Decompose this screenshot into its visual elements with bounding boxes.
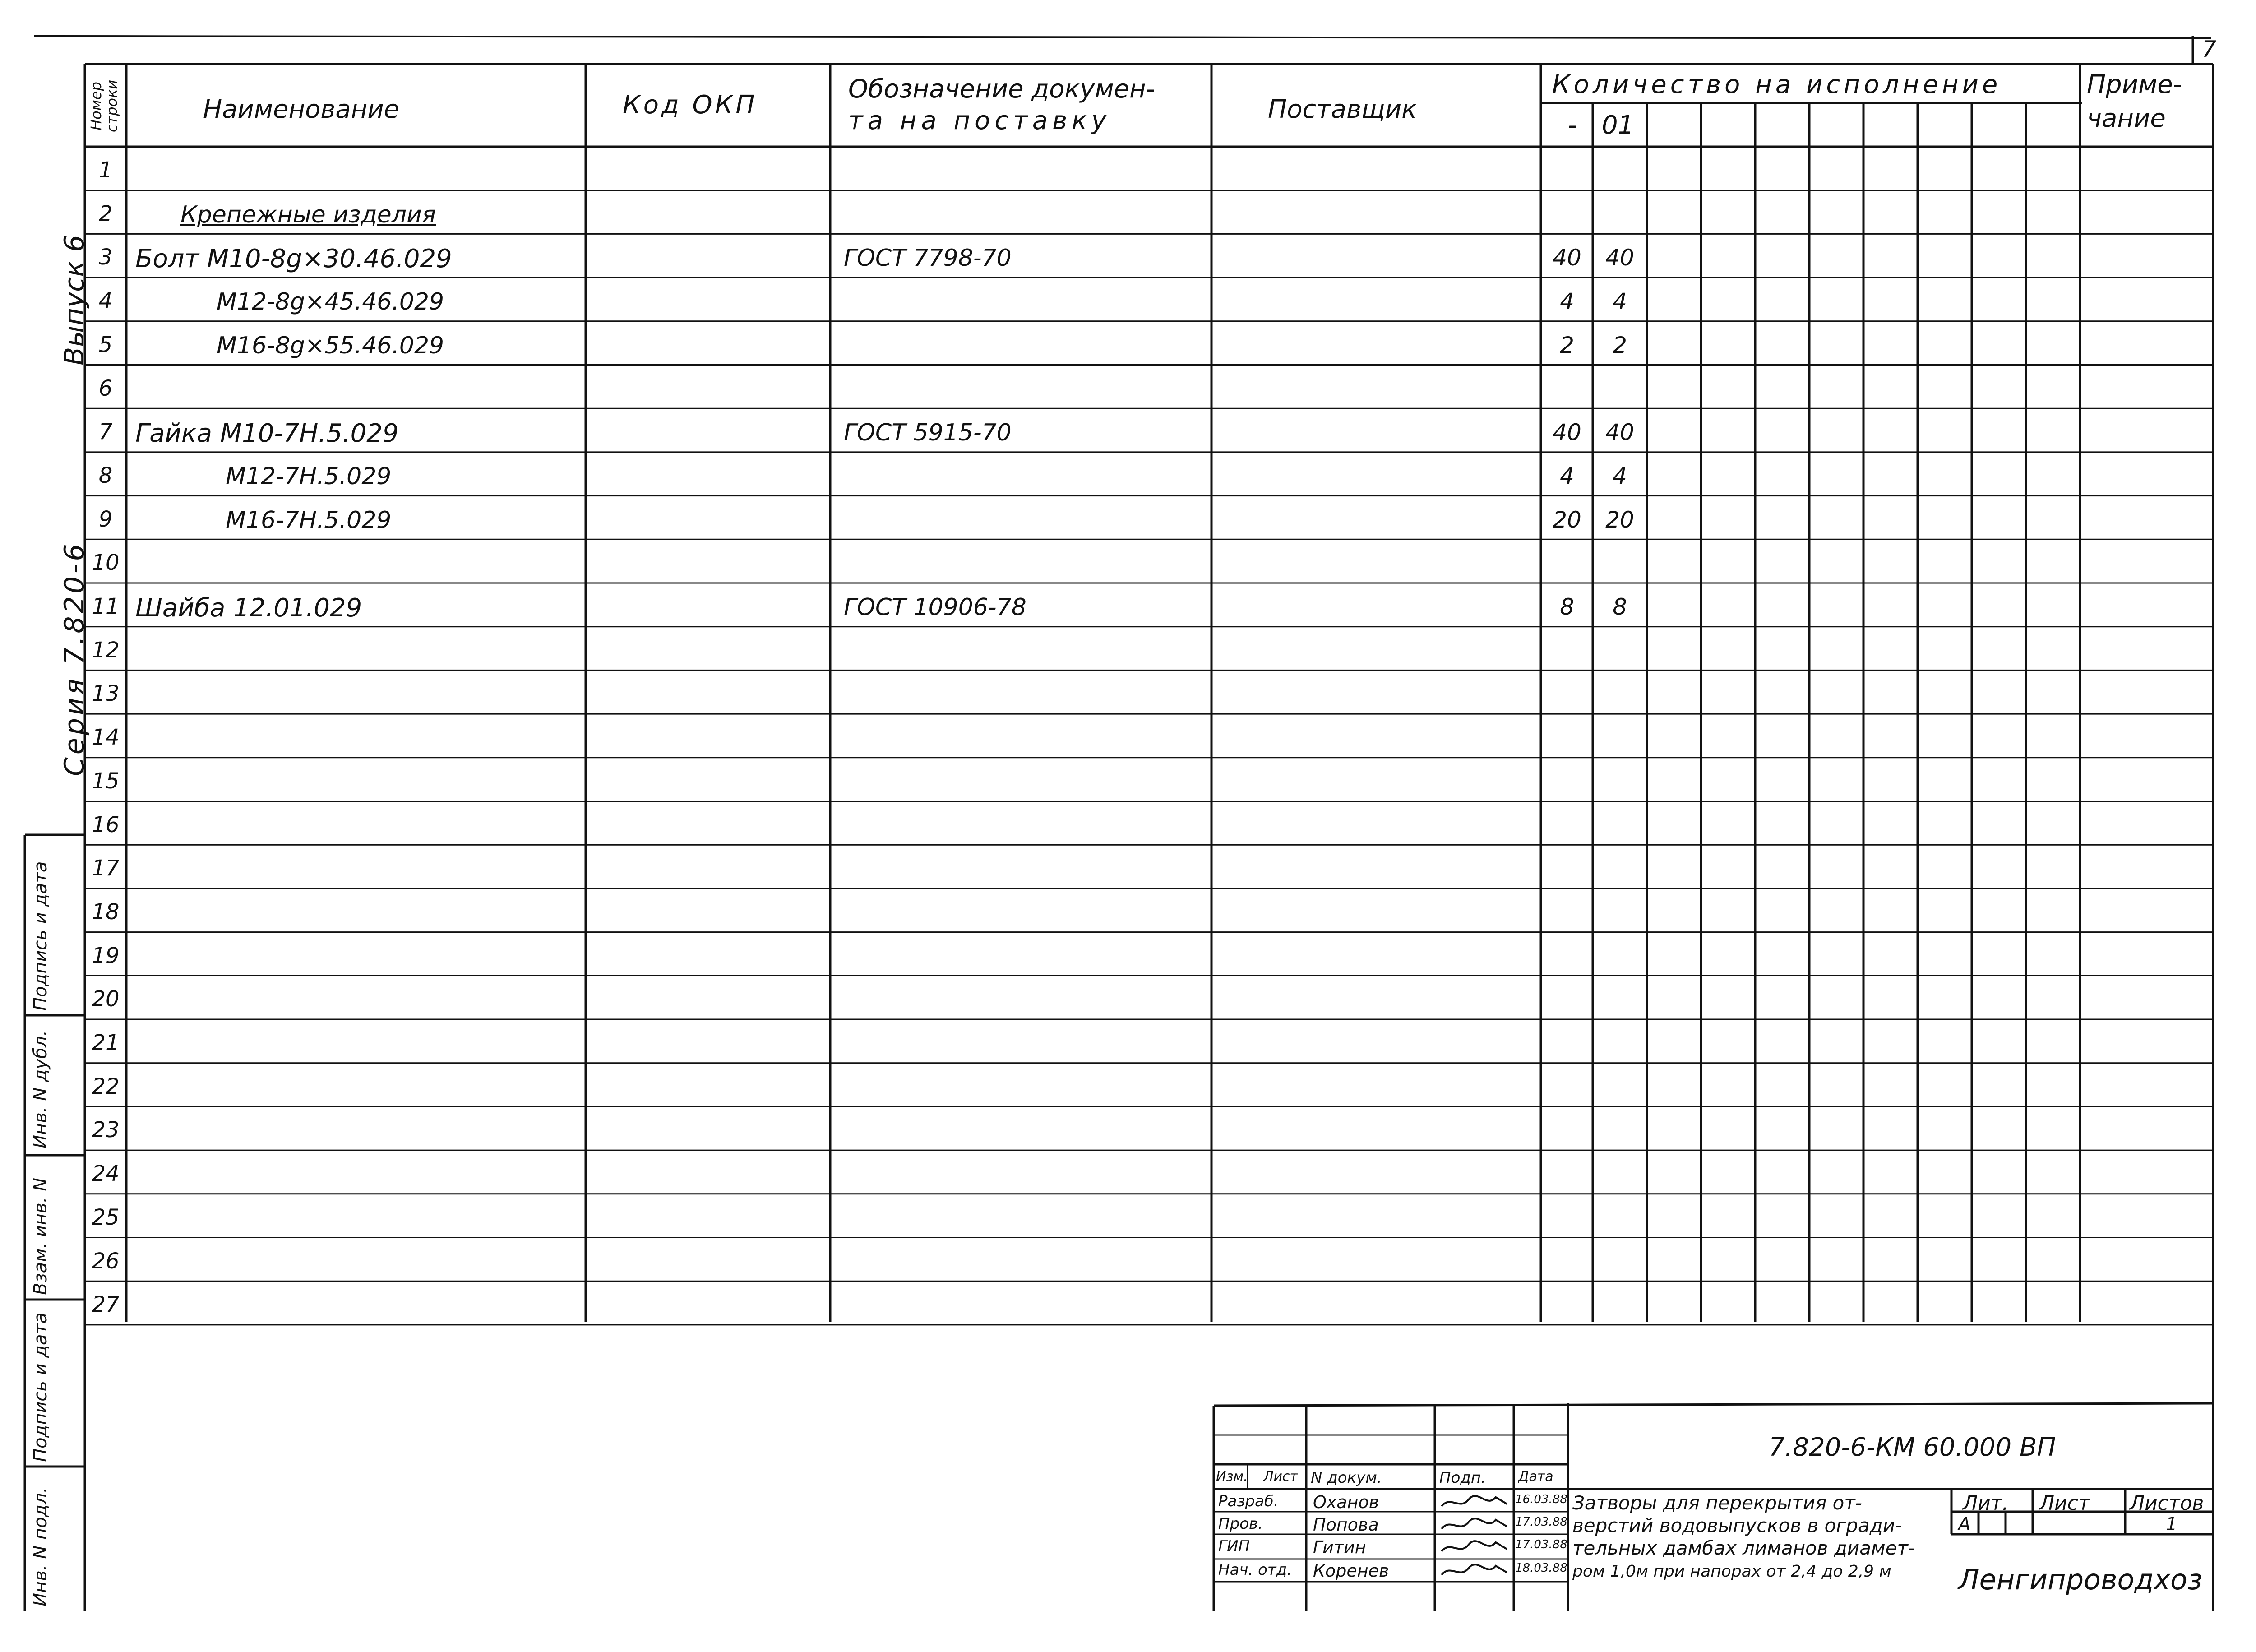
qty-base: 4 [1560,463,1574,489]
organization: Ленгипроводхоз [1958,1563,2202,1596]
approval-date: 16.03.88 [1515,1493,1567,1506]
row-number: 26 [92,1248,120,1274]
row-number: 25 [92,1204,120,1230]
row-number: 9 [98,506,113,532]
item-name: М12-8g×45.46.029 [217,288,444,316]
sheets-label: Листов [2130,1492,2204,1515]
note-header-line2: чание [2087,104,2166,133]
approval-role: Пров. [1218,1515,1263,1533]
row-number: 11 [92,594,120,619]
dup-inv-label: Инв. N дубл. [30,1030,51,1148]
row-number: 3 [98,245,113,270]
item-name: Гайка М10-7Н.5.029 [135,419,399,449]
approval-name: Попова [1313,1515,1379,1535]
col-sign: Подп. [1439,1469,1486,1487]
qty-base: 8 [1560,594,1574,620]
row-number-header: Номер строки [88,79,121,133]
row-number: 7 [98,419,113,445]
supplier-header: Поставщик [1268,95,1417,124]
row-number: 10 [92,550,120,576]
note-header-line1: Приме- [2087,70,2182,99]
approval-name: Коренев [1313,1561,1389,1581]
handwritten-signature [1439,1493,1512,1513]
approval-date: 17.03.88 [1515,1538,1567,1551]
row-number: 16 [92,812,120,838]
row-number: 14 [92,725,120,750]
qty-01: 2 [1613,332,1627,358]
lit-label: Лит. [1963,1492,2009,1515]
approval-role: Разраб. [1218,1492,1279,1510]
orig-inv-label: Инв. N подл. [30,1487,51,1606]
sheets-value: 1 [2166,1514,2177,1535]
sheet-corner-number: 7 [2202,36,2216,62]
row-number: 2 [98,201,113,227]
doc-title-4: ром 1,0м при напорах от 2,4 до 2,9 м [1572,1562,1891,1581]
qty-01: 40 [1605,419,1634,446]
row-number: 15 [92,768,120,794]
row-number: 13 [92,681,120,707]
row-number: 4 [98,288,113,314]
row-number: 18 [92,899,120,925]
sign-date-label: Подпись и дата [30,861,51,1011]
doc-header-line1: Обозначение докумен- [848,74,1155,104]
qty-base: 20 [1553,506,1581,533]
qty-01: 4 [1613,463,1627,489]
doc-title-1: Затворы для перекрытия от- [1572,1492,1862,1514]
replace-inv-label: Взам. инв. N [30,1178,51,1295]
sign-date-label-2: Подпись и дата [30,1312,51,1462]
col-dash-header: - [1567,111,1577,140]
row-number: 19 [92,943,120,968]
item-name: Шайба 12.01.029 [135,593,362,623]
approval-name: Оханов [1313,1492,1379,1512]
name-header: Наименование [203,95,400,124]
approval-date: 17.03.88 [1515,1515,1567,1529]
row-number: 23 [92,1117,120,1143]
row-number: 27 [92,1292,120,1318]
row-number: 8 [98,463,113,488]
quantity-header: Количество на исполнение [1552,70,2002,99]
row-number: 20 [92,986,120,1012]
col-change: Изм. [1216,1469,1248,1485]
item-doc: ГОСТ 10906-78 [844,594,1026,621]
handwritten-signature [1439,1561,1512,1581]
item-name: М16-7Н.5.029 [226,506,392,534]
doc-title-3: тельных дамбах лиманов диамет- [1572,1537,1915,1559]
item-name: Болт М10-8g×30.46.029 [135,244,452,274]
qty-01: 8 [1613,594,1627,620]
series-label: Серия 7.820-6 [59,541,90,776]
approval-role: ГИП [1218,1537,1250,1555]
col-date: Дата [1518,1469,1553,1485]
row-number: 1 [98,157,113,183]
item-doc: ГОСТ 7798-70 [844,245,1012,272]
qty-01: 40 [1605,245,1634,271]
sheet-label: Лист [2039,1492,2090,1515]
lit-value: А [1958,1514,1971,1535]
qty-base: 40 [1553,245,1581,271]
item-name: Крепежные изделия [180,201,436,228]
handwritten-signature [1439,1515,1512,1535]
issue-label: Выпуск 6 [59,235,90,366]
row-number: 17 [92,856,120,881]
approval-role: Нач. отд. [1218,1561,1292,1579]
col-docnum: N докум. [1311,1469,1382,1487]
row-number: 6 [98,375,113,401]
row-number: 21 [92,1030,120,1055]
qty-base: 4 [1560,288,1574,315]
designation: 7.820-6-КМ 60.000 ВП [1769,1433,2056,1462]
item-name: М16-8g×55.46.029 [217,332,444,359]
item-doc: ГОСТ 5915-70 [844,419,1012,447]
item-name: М12-7Н.5.029 [226,463,392,490]
doc-header-line2: та на поставку [848,106,1111,135]
col-sheet: Лист [1263,1469,1298,1485]
approval-name: Гитин [1313,1537,1366,1557]
row-number: 22 [92,1074,120,1099]
row-number: 5 [98,332,113,357]
qty-01: 20 [1605,506,1634,533]
col-01-header: 01 [1602,111,1634,140]
qty-01: 4 [1613,288,1627,315]
doc-title-2: верстий водовыпусков в огради- [1572,1514,1902,1536]
qty-base: 2 [1560,332,1574,358]
row-number: 12 [92,637,120,663]
qty-base: 40 [1553,419,1581,446]
okp-code-header: Код ОКП [623,90,758,120]
handwritten-signature [1439,1538,1512,1558]
row-number: 24 [92,1161,120,1187]
approval-date: 18.03.88 [1515,1561,1567,1575]
